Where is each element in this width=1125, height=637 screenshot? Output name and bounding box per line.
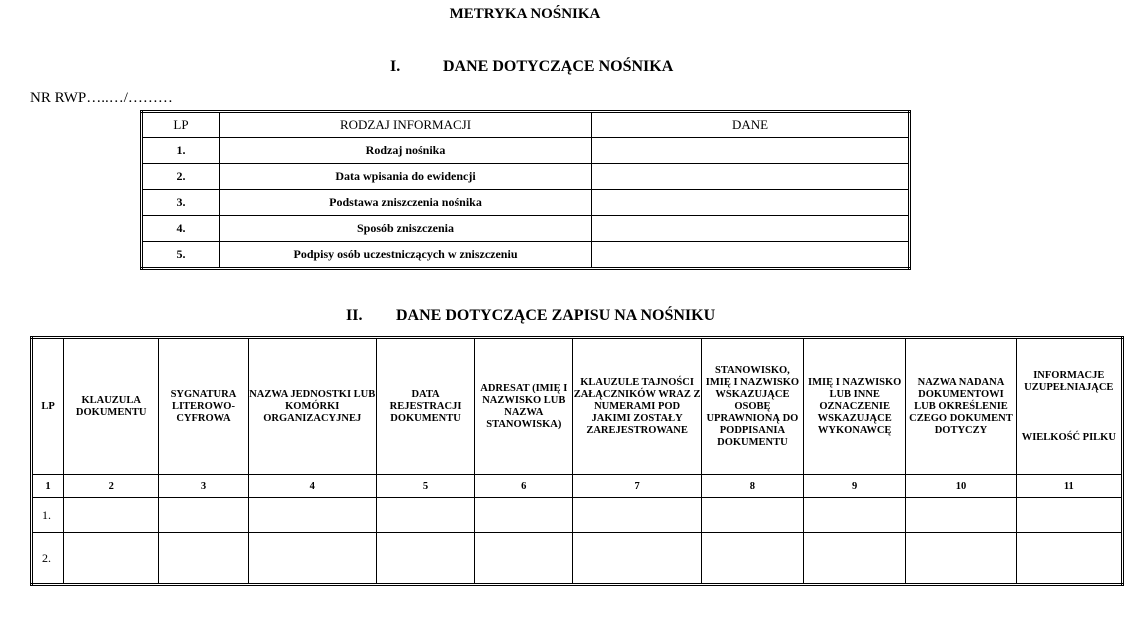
table-row bbox=[32, 498, 1123, 533]
row-data-cell[interactable] bbox=[592, 138, 910, 164]
table-cell[interactable] bbox=[159, 533, 248, 585]
row-lp: 2. bbox=[32, 533, 64, 585]
row-info-label: Data wpisania do ewidencji bbox=[220, 164, 592, 190]
table-cell[interactable] bbox=[573, 533, 701, 585]
table-header-row bbox=[142, 112, 910, 138]
table-cell[interactable] bbox=[475, 498, 573, 533]
row-lp: 5. bbox=[142, 242, 220, 269]
column-header-additional-info bbox=[1016, 338, 1122, 475]
table-cell[interactable] bbox=[906, 533, 1016, 585]
column-number: 8 bbox=[701, 475, 803, 498]
additional-info-label: INFORMACJE UZUPEŁNIAJĄCE bbox=[1024, 369, 1114, 393]
column-header-lp: LP bbox=[32, 338, 64, 475]
table-row bbox=[32, 533, 1123, 585]
section2-title: DANE DOTYCZĄCE ZAPISU NA NOŚNIKU bbox=[396, 307, 716, 324]
table-cell[interactable] bbox=[701, 533, 803, 585]
table-cell[interactable] bbox=[376, 498, 474, 533]
row-lp: 2. bbox=[142, 164, 220, 190]
table-row bbox=[142, 242, 910, 269]
table-cell[interactable] bbox=[701, 498, 803, 533]
column-number: 11 bbox=[1016, 475, 1122, 498]
table-cell[interactable] bbox=[248, 498, 376, 533]
column-number: 4 bbox=[248, 475, 376, 498]
table-header-row bbox=[32, 338, 1123, 475]
column-header-addressee: ADRESAT (IMIĘ I NAZWISKO LUB NAZWA STANOWISKA) bbox=[475, 338, 573, 475]
table-cell[interactable] bbox=[64, 533, 159, 585]
media-data-table bbox=[140, 110, 911, 270]
column-number: 9 bbox=[804, 475, 906, 498]
table-cell[interactable] bbox=[573, 498, 701, 533]
table-row bbox=[142, 164, 910, 190]
table-cell[interactable] bbox=[804, 498, 906, 533]
section1-number: I. bbox=[390, 58, 401, 75]
table-row bbox=[142, 190, 910, 216]
row-lp: 3. bbox=[142, 190, 220, 216]
section2-number: II. bbox=[346, 307, 363, 324]
table-cell[interactable] bbox=[376, 533, 474, 585]
row-info-label: Sposób zniszczenia bbox=[220, 216, 592, 242]
column-number: 7 bbox=[573, 475, 701, 498]
column-header-data: DANE bbox=[592, 112, 910, 138]
table-row bbox=[142, 138, 910, 164]
row-lp: 1. bbox=[32, 498, 64, 533]
document-title: METRYKA NOŚNIKA bbox=[449, 6, 601, 22]
section1-title: DANE DOTYCZĄCE NOŚNIKA bbox=[443, 58, 674, 75]
table-cell[interactable] bbox=[475, 533, 573, 585]
file-size-label: WIELKOŚĆ PILKU bbox=[1021, 431, 1116, 443]
row-info-label: Podpisy osób uczestniczących w zniszczeniu bbox=[220, 242, 592, 269]
table-row bbox=[142, 216, 910, 242]
column-number: 10 bbox=[906, 475, 1016, 498]
nr-rwp-label: NR RWP…..…/……… bbox=[30, 90, 173, 106]
row-info-label: Podstawa zniszczenia nośnika bbox=[220, 190, 592, 216]
row-data-cell[interactable] bbox=[592, 190, 910, 216]
column-number: 6 bbox=[475, 475, 573, 498]
row-data-cell[interactable] bbox=[592, 242, 910, 269]
column-header-signatory: STANOWISKO, IMIĘ I NAZWISKO WSKAZUJĄCE OSOBĘ UPRAWNIONĄ DO PODPISANIA DOKUMENTU bbox=[701, 338, 803, 475]
row-info-label: Rodzaj nośnika bbox=[220, 138, 592, 164]
column-number: 3 bbox=[159, 475, 248, 498]
column-header-classification: KLAUZULA DOKUMENTU bbox=[64, 338, 159, 475]
table-cell[interactable] bbox=[64, 498, 159, 533]
row-data-cell[interactable] bbox=[592, 216, 910, 242]
table-cell[interactable] bbox=[248, 533, 376, 585]
row-data-cell[interactable] bbox=[592, 164, 910, 190]
table-cell[interactable] bbox=[804, 533, 906, 585]
column-header-registration-date: DATA REJESTRACJI DOKUMENTU bbox=[376, 338, 474, 475]
column-header-attachment-classification: KLAUZULE TAJNOŚCI ZAŁĄCZNIKÓW WRAZ Z NUMERAMI POD JAKIMI ZOSTAŁY ZAREJESTROWANE bbox=[573, 338, 701, 475]
column-number: 5 bbox=[376, 475, 474, 498]
table-cell[interactable] bbox=[1016, 498, 1122, 533]
row-lp: 4. bbox=[142, 216, 220, 242]
column-header-lp: LP bbox=[142, 112, 220, 138]
column-number-row bbox=[32, 475, 1123, 498]
column-number: 1 bbox=[32, 475, 64, 498]
table-cell[interactable] bbox=[159, 498, 248, 533]
column-header-info-type: RODZAJ INFORMACJI bbox=[220, 112, 592, 138]
record-data-table bbox=[30, 336, 1124, 586]
column-header-unit-name: NAZWA JEDNOSTKI LUB KOMÓRKI ORGANIZACYJNEJ bbox=[248, 338, 376, 475]
column-header-contractor: IMIĘ I NAZWISKO LUB INNE OZNACZENIE WSKAZUJĄCE WYKONAWCĘ bbox=[804, 338, 906, 475]
table-cell[interactable] bbox=[1016, 533, 1122, 585]
column-header-document-name: NAZWA NADANA DOKUMENTOWI LUB OKREŚLENIE CZEGO DOKUMENT DOTYCZY bbox=[906, 338, 1016, 475]
column-number: 2 bbox=[64, 475, 159, 498]
row-lp: 1. bbox=[142, 138, 220, 164]
column-header-signature: SYGNATURA LITEROWO-CYFROWA bbox=[159, 338, 248, 475]
table-cell[interactable] bbox=[906, 498, 1016, 533]
